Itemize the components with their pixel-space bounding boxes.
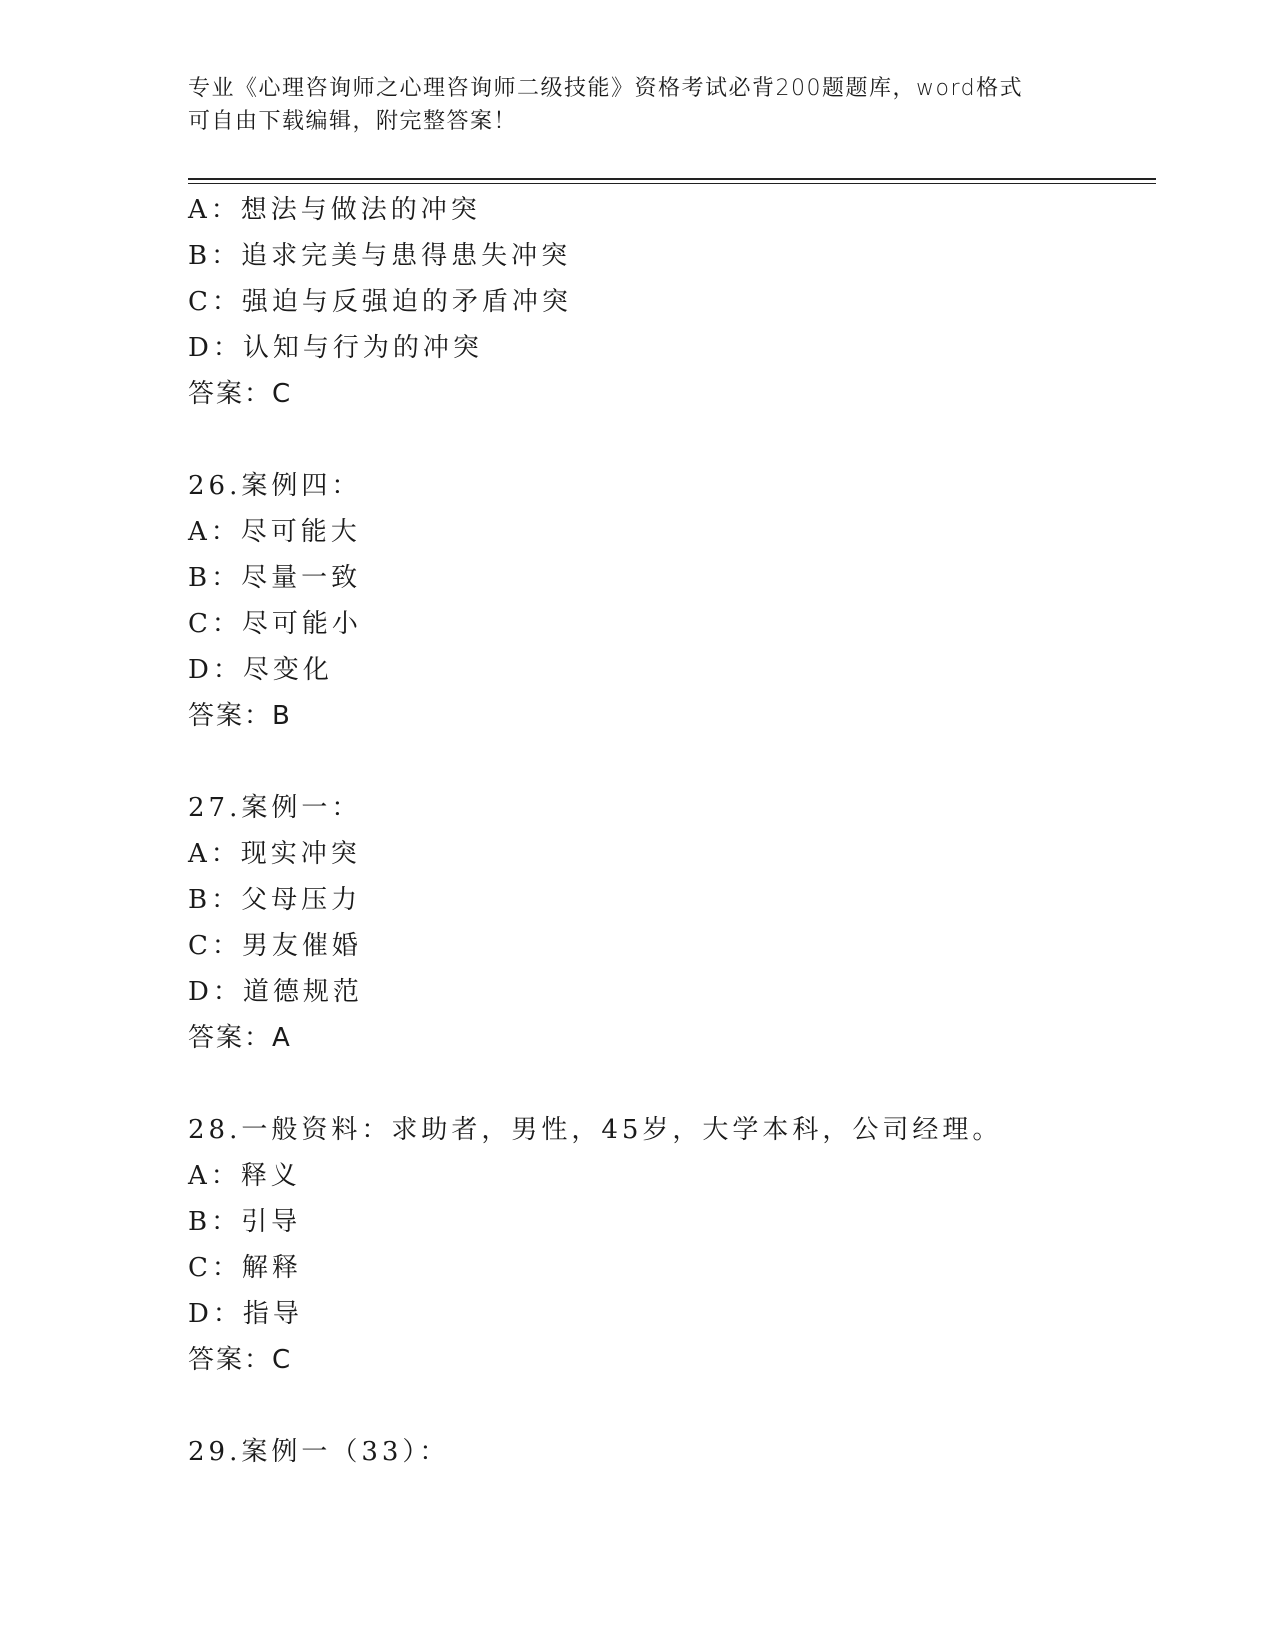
header-line-2: 可自由下载编辑，附完整答案！ [188,109,518,134]
answer-line: 答案：A [188,1023,292,1053]
header-divider-thin [188,183,1156,184]
answer-line: 答案：C [188,1345,293,1375]
question-27 [188,785,1156,1061]
header-line-1: 专业《心理咨询师之心理咨询师二级技能》资格考试必背200题题库，word格式 [188,76,1024,101]
option-b: B：引导 [188,1207,302,1237]
option-d: D：指导 [188,1299,303,1329]
option-c: C：尽可能小 [188,609,362,639]
question-stem: 29.案例一（33）： [188,1437,450,1467]
option-c: C：男友催婚 [188,931,362,961]
option-b: B：追求完美与患得患失冲突 [188,241,572,271]
option-a: A：尽可能大 [188,517,361,547]
option-a: A：释义 [188,1161,301,1191]
header-divider-thick [188,178,1156,180]
question-continued [188,187,1156,417]
question-26 [188,463,1156,739]
question-stem: 26.案例四： [188,471,362,501]
option-d: D：尽变化 [188,655,333,685]
document-header [188,72,1088,138]
option-b: B：尽量一致 [188,563,362,593]
answer-line: 答案：C [188,379,293,409]
question-stem: 28.一般资料：求助者，男性，45岁，大学本科，公司经理。 [188,1115,1003,1145]
question-list [188,187,1156,1475]
question-29 [188,1429,1156,1475]
option-a: A：想法与做法的冲突 [188,195,481,225]
answer-line: 答案：B [188,701,292,731]
question-28 [188,1107,1156,1383]
question-stem: 27.案例一： [188,793,362,823]
option-d: D：认知与行为的冲突 [188,333,483,363]
option-a: A：现实冲突 [188,839,361,869]
option-c: C：解释 [188,1253,302,1283]
option-c: C：强迫与反强迫的矛盾冲突 [188,287,572,317]
option-d: D：道德规范 [188,977,363,1007]
option-b: B：父母压力 [188,885,362,915]
